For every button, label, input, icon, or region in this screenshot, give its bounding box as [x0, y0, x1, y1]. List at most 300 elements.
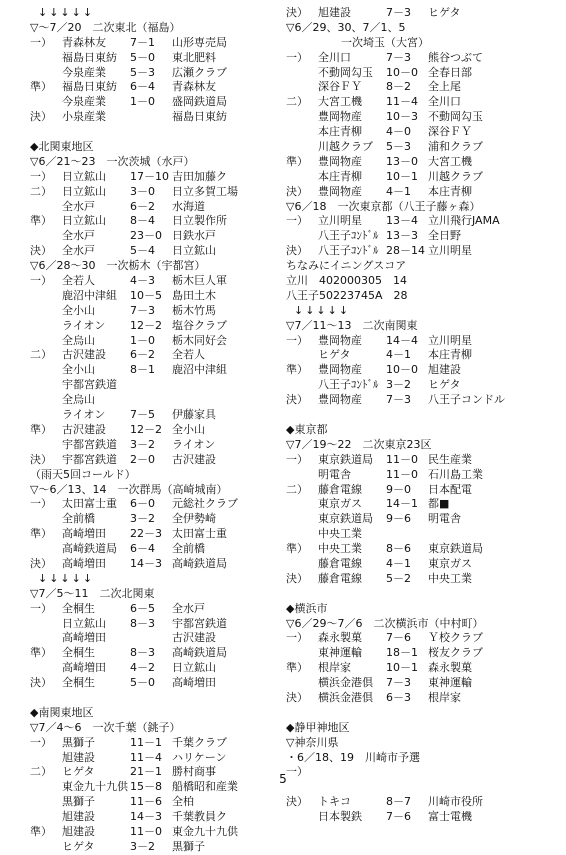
heading-line — [286, 289, 534, 304]
heading-text: ▽6／21～23 一次茨城（水戸） — [30, 154, 195, 168]
winner-team: ヒゲタ — [62, 839, 95, 853]
result-row — [30, 825, 278, 840]
winner-team: ヒゲタ — [62, 765, 95, 779]
heading-line — [286, 200, 534, 215]
result-row — [30, 229, 278, 244]
loser-team: 日立製作所 — [172, 214, 227, 228]
heading-text: 一次埼玉（大宮） — [286, 35, 429, 49]
result-row — [30, 527, 278, 542]
result-row — [30, 408, 278, 423]
round-label: 一） — [30, 601, 52, 615]
winner-team: 太田富士重 — [62, 497, 117, 511]
loser-team: 浦和クラブ — [428, 140, 483, 154]
heading-text: ◆南関東地区 — [30, 705, 94, 719]
heading-line — [286, 438, 534, 453]
loser-team: 桜友クラブ — [428, 646, 483, 660]
loser-team: 都■ — [428, 497, 450, 511]
winner-team: 八王子ｺﾝﾄﾞﾙ — [318, 378, 379, 392]
heading-text: ◆東京都 — [286, 422, 328, 436]
score: 13－0 — [386, 154, 418, 168]
result-row — [30, 676, 278, 691]
loser-team: 根岸家 — [428, 690, 461, 704]
result-row — [286, 795, 534, 810]
heading-line — [286, 751, 534, 766]
loser-team: 山形専売局 — [172, 35, 227, 49]
loser-team: 八王子コンドル — [428, 393, 505, 407]
winner-team: 横浜金港倶 — [318, 676, 373, 690]
winner-team: 藤倉電線 — [318, 482, 362, 496]
loser-team: 宇都宮鉄道 — [172, 616, 227, 630]
winner-team: 豊岡物産 — [318, 184, 362, 198]
down-arrows: ↓↓↓↓↓ — [38, 571, 95, 585]
loser-team: ヒゲタ — [428, 378, 461, 392]
result-row — [286, 527, 534, 542]
round-label: 準） — [30, 527, 52, 541]
winner-team: 川越クラブ — [318, 140, 373, 154]
round-label: 決） — [30, 556, 52, 570]
loser-team: 大宮工機 — [428, 154, 472, 168]
score: 7－6 — [386, 810, 411, 824]
result-row — [30, 95, 278, 110]
score: 21－1 — [130, 765, 162, 779]
score: 6－2 — [130, 199, 155, 213]
winner-team: 豊岡物産 — [318, 363, 362, 377]
winner-team: 古沢建設 — [62, 348, 106, 362]
result-row — [286, 691, 534, 706]
loser-team: 高崎増田 — [172, 676, 216, 690]
result-row — [286, 140, 534, 155]
heading-text: ちなみにイニングスコア — [286, 259, 407, 273]
score: 18－1 — [386, 646, 418, 660]
score: 9－0 — [386, 482, 411, 496]
loser-team: 福島日東紡 — [172, 110, 227, 124]
result-row — [30, 497, 278, 512]
winner-team: 福島日東紡 — [62, 80, 117, 94]
heading-line — [286, 602, 534, 617]
score: 11－0 — [386, 467, 418, 481]
result-row — [30, 617, 278, 632]
loser-team: 黒獅子 — [172, 839, 205, 853]
winner-team: 全桐生 — [62, 646, 95, 660]
winner-team: 日本製鉄 — [318, 810, 362, 824]
winner-team: 鹿沼中津組 — [62, 288, 117, 302]
heading-line — [30, 706, 278, 721]
score: 5－2 — [386, 571, 411, 585]
heading-line — [286, 21, 534, 36]
loser-team: 富士電機 — [428, 810, 472, 824]
winner-team: ライオン — [62, 318, 106, 332]
loser-team: 広瀬クラブ — [172, 65, 227, 79]
winner-team: 日立鉱山 — [62, 184, 106, 198]
winner-team: 全水戸 — [62, 199, 95, 213]
winner-team: 豊岡物産 — [318, 333, 362, 347]
loser-team: 全伊勢崎 — [172, 512, 216, 526]
score: 3－2 — [130, 839, 155, 853]
loser-team: 全前橋 — [172, 542, 205, 556]
result-row — [30, 840, 278, 855]
winner-team: 旭建設 — [62, 824, 95, 838]
down-arrows: ↓↓↓↓↓ — [38, 6, 95, 19]
score: 3－0 — [130, 184, 155, 198]
score: 23－0 — [130, 229, 162, 243]
result-row — [30, 51, 278, 66]
score: 3－2 — [386, 378, 411, 392]
round-label: 決） — [30, 244, 52, 258]
score: 10－5 — [130, 288, 162, 302]
loser-team: 日立鉱山 — [172, 244, 216, 258]
score: 8－3 — [130, 646, 155, 660]
right-column — [286, 6, 534, 825]
result-row — [30, 319, 278, 334]
loser-team: 全若人 — [172, 348, 205, 362]
round-label: 一） — [286, 631, 308, 645]
winner-team: トキコ — [318, 795, 351, 809]
winner-team: 今泉産業 — [62, 95, 106, 109]
loser-team: 元総社クラブ — [172, 497, 238, 511]
heading-line — [30, 468, 278, 483]
result-row — [286, 348, 534, 363]
winner-team: 東京ガス — [318, 497, 362, 511]
winner-team: 全桐生 — [62, 676, 95, 690]
winner-team: 全水戸 — [62, 244, 95, 258]
heading-text: ◆静甲神地区 — [286, 720, 350, 734]
heading-line — [286, 736, 534, 751]
result-row — [30, 736, 278, 751]
heading-line — [30, 259, 278, 274]
round-label: 決） — [286, 244, 308, 258]
loser-team: 古沢建設 — [172, 452, 216, 466]
winner-team: ライオン — [62, 408, 106, 422]
winner-team: 中央工業 — [318, 527, 362, 541]
winner-team: 旭建設 — [318, 6, 351, 19]
loser-team: 鹿沼中津組 — [172, 363, 227, 377]
score: 8－6 — [386, 542, 411, 556]
heading-line — [286, 423, 534, 438]
score: 11－0 — [130, 824, 162, 838]
round-label: 準） — [286, 542, 308, 556]
heading-line — [286, 721, 534, 736]
round-label: 二） — [30, 348, 52, 362]
score: 7－3 — [130, 303, 155, 317]
round-label: 二） — [30, 184, 52, 198]
score: 10－0 — [386, 363, 418, 377]
heading-text: ▽6／29～7／6 二次横浜市（中村町） — [286, 616, 484, 630]
winner-team: 豊岡物産 — [318, 393, 362, 407]
score: 11－0 — [386, 452, 418, 466]
winner-team: 全烏山 — [62, 393, 95, 407]
round-label: 決） — [286, 690, 308, 704]
score: 6－0 — [130, 497, 155, 511]
result-row — [30, 631, 278, 646]
result-row — [286, 170, 534, 185]
loser-team: 船橋昭和産業 — [172, 780, 238, 794]
round-label: 決） — [286, 184, 308, 198]
result-row — [286, 363, 534, 378]
round-label: 一） — [286, 50, 308, 64]
score: 4－1 — [386, 184, 411, 198]
winner-team: 藤倉電線 — [318, 556, 362, 570]
heading-text: ▽7／19～22 二次東京23区 — [286, 437, 432, 451]
score: 14－4 — [386, 333, 418, 347]
round-label: 一） — [30, 497, 52, 511]
winner-team: 深谷ＦＹ — [318, 80, 362, 94]
round-label: 決） — [30, 676, 52, 690]
score: 7－3 — [386, 393, 411, 407]
winner-team: 全小山 — [62, 363, 95, 377]
heading-line — [30, 587, 278, 602]
loser-team: 塩谷クラブ — [172, 318, 227, 332]
heading-text: 立川 402000305 14 — [286, 274, 407, 288]
round-label: 二） — [286, 482, 308, 496]
result-row — [286, 572, 534, 587]
score: 10－1 — [386, 661, 418, 675]
loser-team: 千葉教員ク — [172, 810, 227, 824]
result-row — [286, 512, 534, 527]
winner-team: 豊岡物産 — [318, 110, 362, 124]
loser-team: 千葉クラブ — [172, 735, 227, 749]
loser-team: 川越クラブ — [428, 169, 483, 183]
result-row — [30, 557, 278, 572]
round-label: 準） — [286, 363, 308, 377]
blank-line — [286, 587, 534, 602]
score: 6－5 — [130, 601, 155, 615]
result-row — [286, 334, 534, 349]
winner-team: 東神運輸 — [318, 646, 362, 660]
loser-team: 吉田加藤ク — [172, 169, 227, 183]
result-row — [30, 661, 278, 676]
result-row — [286, 185, 534, 200]
loser-team: 栃木竹馬 — [172, 303, 216, 317]
loser-team: 東北肥料 — [172, 50, 216, 64]
score: 4－1 — [386, 348, 411, 362]
score: 4－3 — [130, 274, 155, 288]
score: 7－3 — [386, 6, 411, 19]
loser-team: 全春日部 — [428, 65, 472, 79]
score: 11－6 — [130, 795, 162, 809]
loser-team: 全上尾 — [428, 80, 461, 94]
score: 8－7 — [386, 795, 411, 809]
loser-team: 民生産業 — [428, 452, 472, 466]
round-label: 一） — [286, 333, 308, 347]
loser-team: 熊谷つぶて — [428, 50, 483, 64]
result-row — [30, 200, 278, 215]
blank-line — [30, 125, 278, 140]
loser-team: 高崎鉄道局 — [172, 646, 227, 660]
heading-text: ◆横浜市 — [286, 601, 328, 615]
loser-team: 日鉄水戸 — [172, 229, 216, 243]
score: 5－0 — [130, 50, 155, 64]
heading-text: ▽6／29、30、7／1、5 — [286, 20, 406, 34]
result-row — [286, 229, 534, 244]
score: 7－5 — [130, 408, 155, 422]
loser-team: 立川明星 — [428, 333, 472, 347]
score: 5－0 — [130, 676, 155, 690]
winner-team: 全桐生 — [62, 601, 95, 615]
heading-text: ▽7／4～6 一次千葉（銚子） — [30, 720, 181, 734]
loser-team: 太田富士重 — [172, 527, 227, 541]
result-row — [30, 453, 278, 468]
winner-team: 黒獅子 — [62, 735, 95, 749]
result-row — [30, 80, 278, 95]
round-label: 決） — [286, 795, 308, 809]
loser-team: 本庄青柳 — [428, 348, 472, 362]
result-row — [30, 185, 278, 200]
score: 4－1 — [386, 556, 411, 570]
result-row — [286, 483, 534, 498]
result-row — [286, 51, 534, 66]
score: 17－10 — [130, 169, 169, 183]
score: 6－3 — [386, 690, 411, 704]
result-row — [286, 810, 534, 825]
winner-team: 全小山 — [62, 303, 95, 317]
result-row — [30, 289, 278, 304]
winner-team: 全烏山 — [62, 333, 95, 347]
winner-team: 森永製菓 — [318, 631, 362, 645]
score: 13－4 — [386, 214, 418, 228]
result-row — [286, 542, 534, 557]
round-label: 二） — [286, 95, 308, 109]
winner-team: 八王子ｺﾝﾄﾞﾙ — [318, 229, 379, 243]
round-label: 準） — [30, 646, 52, 660]
winner-team: ヒゲタ — [318, 348, 351, 362]
winner-team: 高崎増田 — [62, 556, 106, 570]
loser-team: ヒゲタ — [428, 6, 461, 19]
heading-text: 一） — [286, 765, 308, 779]
loser-team: 深谷ＦＹ — [428, 125, 472, 139]
loser-team: 川崎市役所 — [428, 795, 483, 809]
score: 11－1 — [130, 735, 162, 749]
heading-text: （雨天5回コールド） — [30, 467, 136, 481]
round-label: 準） — [286, 154, 308, 168]
round-label: 一） — [286, 214, 308, 228]
score: 10－0 — [386, 65, 418, 79]
score: 11－4 — [130, 750, 162, 764]
arrow-line — [286, 304, 534, 319]
loser-team: 高崎鉄道局 — [172, 556, 227, 570]
round-label: 準） — [30, 80, 52, 94]
heading-text: ▽～7／20 二次東北（福島） — [30, 20, 181, 34]
score: 2－0 — [130, 452, 155, 466]
score: 12－2 — [130, 422, 162, 436]
heading-text: ▽～6／13、14 一次群馬（高崎城南） — [30, 482, 228, 496]
winner-team: 横浜金港倶 — [318, 690, 373, 704]
loser-team: 島田土木 — [172, 288, 216, 302]
loser-team: ライオン — [172, 437, 216, 451]
result-row — [30, 274, 278, 289]
winner-team: 東京鉄道局 — [318, 512, 373, 526]
round-label: 準） — [30, 422, 52, 436]
score: 8－3 — [130, 616, 155, 630]
score: 4－2 — [130, 661, 155, 675]
result-row — [286, 497, 534, 512]
round-label: 一） — [30, 274, 52, 288]
score: 3－2 — [130, 512, 155, 526]
winner-team: 宇都宮鉄道 — [62, 378, 117, 392]
result-row — [286, 125, 534, 140]
loser-team: 青森林友 — [172, 80, 216, 94]
score: 6－4 — [130, 80, 155, 94]
loser-team: 全川口 — [428, 95, 461, 109]
winner-team: 立川明星 — [318, 214, 362, 228]
down-arrows: ↓↓↓↓↓ — [294, 303, 351, 317]
loser-team: 東金九十九供 — [172, 824, 238, 838]
loser-team: 水海道 — [172, 199, 205, 213]
loser-team: 石川島工業 — [428, 467, 483, 481]
result-row — [286, 6, 534, 21]
winner-team: 日立鉱山 — [62, 214, 106, 228]
score: 14－3 — [130, 810, 162, 824]
result-row — [30, 542, 278, 557]
score: 7－6 — [386, 631, 411, 645]
result-row — [286, 393, 534, 408]
heading-line — [30, 721, 278, 736]
score: 10－1 — [386, 169, 418, 183]
result-row — [30, 214, 278, 229]
loser-team: 日本配電 — [428, 482, 472, 496]
score: 4－0 — [386, 125, 411, 139]
loser-team: 盛岡鉄道局 — [172, 95, 227, 109]
result-row — [286, 66, 534, 81]
result-row — [30, 602, 278, 617]
heading-line — [30, 155, 278, 170]
winner-team: 旭建設 — [62, 810, 95, 824]
loser-team: 立川飛行JAMA — [428, 214, 500, 228]
result-row — [286, 453, 534, 468]
winner-team: 八王子ｺﾝﾄﾞﾙ — [318, 244, 379, 258]
winner-team: 古沢建設 — [62, 422, 106, 436]
result-row — [30, 378, 278, 393]
winner-team: 東京鉄道局 — [318, 452, 373, 466]
score: 10－3 — [386, 110, 418, 124]
loser-team: 日立鉱山 — [172, 661, 216, 675]
result-row — [30, 36, 278, 51]
result-row — [286, 661, 534, 676]
heading-text: ・6／18、19 川崎市予選 — [286, 750, 420, 764]
winner-team: 豊岡物産 — [318, 154, 362, 168]
round-label: 準） — [30, 824, 52, 838]
round-label: 一） — [30, 35, 52, 49]
heading-line — [30, 483, 278, 498]
result-row — [286, 378, 534, 393]
result-row — [30, 110, 278, 125]
score: 7－3 — [386, 676, 411, 690]
result-row — [286, 631, 534, 646]
loser-team: 栃木巨人軍 — [172, 274, 227, 288]
loser-team: 東神運輸 — [428, 676, 472, 690]
heading-line — [286, 319, 534, 334]
loser-team: 東京鉄道局 — [428, 542, 483, 556]
loser-team: 全柏 — [172, 795, 194, 809]
score: 12－2 — [130, 318, 162, 332]
round-label: 一） — [286, 452, 308, 466]
loser-team: 全水戸 — [172, 601, 205, 615]
heading-text: ◆北関東地区 — [30, 140, 94, 154]
loser-team: 中央工業 — [428, 571, 472, 585]
loser-team: 立川明星 — [428, 244, 472, 258]
winner-team: 小泉産業 — [62, 110, 106, 124]
result-row — [286, 244, 534, 259]
arrow-line — [30, 6, 278, 21]
result-row — [30, 334, 278, 349]
heading-line — [286, 617, 534, 632]
result-row — [286, 110, 534, 125]
winner-team: 明電舎 — [318, 467, 351, 481]
round-label: 二） — [30, 765, 52, 779]
loser-team: ハリケーン — [172, 750, 227, 764]
winner-team: 宇都宮鉄道 — [62, 452, 117, 466]
score: 13－3 — [386, 229, 418, 243]
winner-team: 不動岡勾玉 — [318, 65, 373, 79]
